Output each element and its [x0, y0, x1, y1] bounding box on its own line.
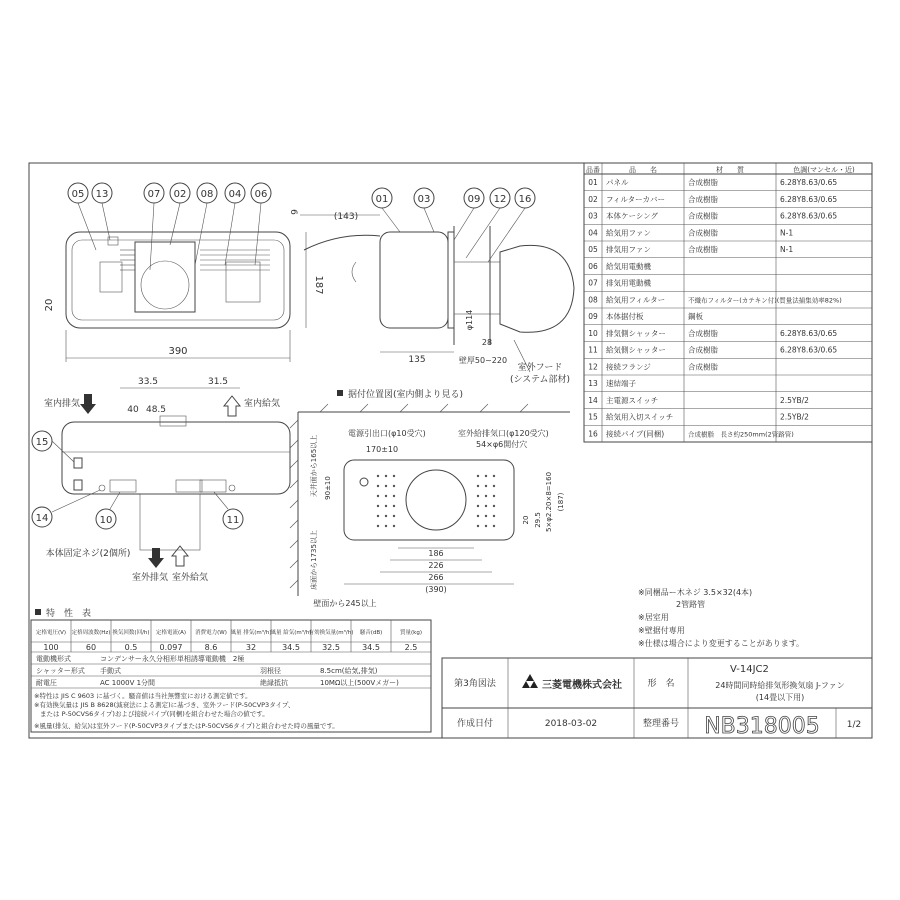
mount-dim-floor: 床面から1735以上 [310, 530, 318, 590]
front-callout-15 [32, 431, 74, 462]
side-body [380, 232, 448, 328]
note-pipe: 2管路管 [676, 600, 706, 609]
side-hood-note: (システム部材) [509, 375, 571, 385]
parts-header-no: 品番 [586, 166, 600, 174]
front-indoor-exhaust: 室内排気 [43, 399, 80, 409]
mount-plate [344, 460, 514, 540]
svg-text:14: 14 [35, 513, 49, 524]
outdoor-supply-arrow-icon [172, 546, 188, 566]
spec-title: 特 性 表 [46, 609, 92, 619]
parts-cell-3-1: 給気用ファン [606, 228, 651, 238]
indoor-exhaust-arrow-icon [80, 394, 96, 414]
spec-motor-value: コンデンサー永久分相形単相誘導電動機 2極 [100, 655, 245, 663]
front-dim-a: 33.5 [137, 377, 159, 387]
front-dim-c: 40 [127, 405, 139, 415]
svg-text:16: 16 [518, 194, 532, 205]
title-block [442, 658, 872, 739]
front-outdoor-supply: 室外給気 [171, 573, 209, 583]
spec-value-9: 2.5 [404, 643, 418, 652]
side-view [300, 188, 574, 385]
parts-cell-6-1: 排気用電動機 [606, 278, 651, 288]
parts-cell-8-2: 鋼板 [688, 312, 703, 321]
front-indoor-supply: 室内給気 [244, 399, 281, 409]
spec-header-1: 定格周波数(Hz) [71, 630, 111, 636]
side-dim-135: 135 [408, 355, 426, 365]
title-company: 三菱電機株式会社 [542, 680, 622, 691]
spec-shutter-value: 手動式 [100, 667, 121, 675]
note-change: ※仕様は場合により変更することがあります。 [638, 639, 805, 648]
spec-table [31, 607, 431, 732]
mount-dim-90: 90±10 [324, 476, 332, 500]
spec-footnote-3: または P-50CVS6タイプ)および接続パイプ(同梱)を組合わせた場合の値です。 [40, 710, 269, 718]
spec-value-7: 32.5 [322, 643, 340, 652]
svg-text:13: 13 [95, 189, 109, 200]
outdoor-exhaust-arrow-icon [148, 548, 164, 568]
spec-motor-label: 電動機形式 [36, 655, 71, 663]
spec-shutter-label: シャッター形式 [36, 667, 85, 675]
parts-cell-11-2: 合成樹脂 [688, 362, 718, 372]
parts-cell-7-0: 08 [588, 295, 598, 305]
parts-cell-0-0: 01 [588, 178, 598, 187]
svg-text:08: 08 [200, 189, 214, 200]
svg-text:02: 02 [173, 189, 187, 200]
spec-header-7: 有効換気量(m³/h) [308, 630, 354, 636]
front-callout-10 [96, 492, 120, 529]
parts-cell-13-3: 2.5YB/2 [780, 395, 809, 405]
mount-power-hole [360, 478, 368, 486]
spec-value-1: 60 [85, 643, 97, 652]
parts-cell-0-3: 6.28Y8.63/0.65 [780, 178, 838, 187]
top-dim-width: 390 [168, 346, 188, 357]
parts-cell-8-0: 09 [588, 312, 598, 321]
parts-cell-13-0: 14 [588, 395, 598, 405]
spec-value-0: 100 [43, 643, 59, 652]
spec-header-9: 質量(kg) [400, 630, 422, 636]
parts-cell-1-1: フィルターカバー [606, 194, 665, 204]
spec-header-0: 定格電圧(V) [35, 630, 67, 636]
note-screws: ※同梱品ー木ネジ 3.5×32(4本) [638, 588, 753, 597]
mount-duct-hole [406, 470, 466, 530]
mount-dim-170: 170±10 [365, 445, 399, 454]
parts-cell-8-1: 本体据付板 [606, 312, 644, 321]
parts-cell-15-0: 16 [588, 429, 598, 439]
parts-cell-4-1: 排気用ファン [606, 245, 651, 254]
front-callout-11 [214, 492, 243, 529]
title-model: V-14JC2 [730, 664, 769, 675]
parts-cell-13-1: 主電源スイッチ [606, 395, 659, 405]
parts-cell-5-0: 06 [588, 261, 598, 271]
side-hood-label: 室外フード [517, 363, 563, 373]
parts-table [584, 163, 872, 442]
parts-cell-1-2: 合成樹脂 [688, 194, 718, 204]
parts-cell-0-1: パネル [606, 178, 629, 187]
parts-cell-4-0: 05 [588, 245, 598, 254]
spec-header-2: 換気回数(回/h) [112, 630, 150, 636]
parts-cell-6-0: 07 [588, 278, 598, 288]
indoor-supply-arrow-icon [224, 396, 240, 416]
mount-dim-wall: 壁面から245以上 [313, 599, 377, 608]
note-room: ※居室用 [638, 613, 669, 622]
parts-cell-14-3: 2.5YB/2 [780, 412, 809, 422]
spec-value-3: 0.097 [159, 643, 183, 652]
title-description: 24時間同時給排気形換気扇 J-ファン [715, 681, 845, 690]
top-callout-04 [225, 183, 245, 265]
mount-dim-266: 266 [428, 573, 444, 582]
parts-header-name: 品 名 [629, 166, 657, 174]
parts-cell-9-2: 合成樹脂 [688, 328, 718, 338]
title-model-label: 形 名 [647, 679, 675, 689]
front-callout-14 [32, 490, 100, 527]
svg-text:01: 01 [375, 194, 389, 205]
title-date-label: 作成日付 [456, 719, 494, 729]
spec-insulation-value: 10MΩ以上(500Vメガー) [320, 679, 399, 687]
parts-header-color: 色調(マンセル・近) [793, 166, 855, 174]
mount-dim-160: 5×φ2.20×8=160 [545, 471, 553, 533]
side-callout-01 [372, 188, 400, 232]
parts-cell-14-0: 15 [588, 412, 598, 422]
mount-dim-390: (390) [425, 585, 447, 594]
parts-cell-1-0: 02 [588, 194, 598, 204]
parts-header-material: 材 質 [716, 166, 744, 174]
spec-insulation-label: 絶縁抵抗 [260, 679, 288, 687]
parts-cell-7-1: 給気用フィルター [606, 295, 666, 305]
mount-dim-226: 226 [428, 561, 444, 570]
parts-cell-10-3: 6.28Y8.63/0.65 [780, 345, 838, 355]
front-screw-label: 本体固定ネジ(2個所) [45, 549, 131, 559]
parts-cell-1-3: 6.28Y8.63/0.65 [780, 194, 838, 204]
title-number: NB318005 [704, 714, 820, 739]
parts-cell-9-3: 6.28Y8.63/0.65 [780, 328, 838, 338]
spec-footnote-4: ※風量(排気、給気)は室外フード(P-50CVP3タイプまたはP-50CVS6タイプ)と組合わせた時の風量です。 [34, 722, 339, 730]
top-dim-right-top: 6 [288, 209, 298, 215]
spec-header-8: 騒音(dB) [359, 630, 383, 636]
title-number-label: 整理番号 [642, 719, 680, 729]
parts-cell-4-3: N-1 [780, 245, 794, 254]
svg-text:03: 03 [417, 194, 431, 205]
spec-footnote-2: ※有効換気量は JIS B 8628(減衰法による測定)に基づき、室外フード(P-50CVP3タイプ、 [34, 701, 295, 709]
top-dim-height: 187 [313, 275, 324, 295]
parts-cell-15-2: 合成樹脂 長さ約250mm(2管路管) [688, 430, 794, 439]
parts-cell-10-1: 給気側シャッター [606, 345, 666, 355]
notes [638, 587, 804, 648]
parts-cell-10-2: 合成樹脂 [688, 345, 718, 355]
front-view [32, 377, 290, 583]
parts-cell-3-0: 04 [588, 228, 598, 238]
spec-voltage-value: AC 1000V 1分間 [100, 679, 156, 687]
top-callout-02 [170, 183, 190, 245]
spec-voltage-label: 耐電圧 [36, 679, 57, 687]
mount-dim-186: 186 [428, 549, 444, 558]
side-dim-143: (143) [333, 212, 359, 222]
parts-cell-11-1: 接続フランジ [606, 362, 651, 372]
side-dim-28: 28 [481, 338, 493, 347]
parts-cell-2-0: 03 [588, 211, 598, 221]
parts-cell-12-1: 速結端子 [606, 379, 636, 388]
front-dim-b: 31.5 [207, 377, 229, 387]
top-callout-08 [195, 183, 217, 265]
top-dim-left: 20 [44, 298, 55, 312]
spec-header-4: 消費電力(W) [195, 630, 227, 636]
spec-value-8: 34.5 [362, 643, 380, 652]
mount-slots-label: 54×φ6開付穴 [476, 440, 528, 449]
top-body-outline [66, 232, 290, 328]
mount-duct-hole-label: 室外給排気口(φ120受穴) [458, 429, 549, 438]
title-projection: 第3角図法 [454, 679, 496, 689]
mount-dim-ceiling: 天井面から165以上 [310, 434, 318, 498]
svg-text:06: 06 [254, 189, 268, 200]
svg-text:07: 07 [147, 189, 161, 200]
spec-header-6: 風量 給気(m³/h) [270, 630, 312, 636]
parts-cell-14-1: 給気用入切スイッチ [606, 412, 674, 422]
spec-value-6: 34.5 [282, 643, 300, 652]
mount-title: 据付位置図(室内側より見る) [348, 390, 464, 400]
parts-cell-15-1: 接続パイプ(同梱) [606, 429, 665, 439]
top-view [44, 183, 324, 362]
spec-reach-label: 羽根径 [260, 667, 281, 675]
parts-cell-3-3: N-1 [780, 228, 794, 238]
parts-cell-11-0: 12 [588, 362, 598, 372]
svg-text:10: 10 [99, 515, 113, 526]
mount-dim-20: 20 [522, 515, 530, 525]
svg-text:09: 09 [467, 194, 481, 205]
mount-dim-295: 29.5 [534, 512, 542, 528]
parts-cell-9-0: 10 [588, 328, 598, 338]
spec-value-4: 8.6 [204, 643, 218, 652]
front-dim-d: 48.5 [145, 405, 167, 415]
side-dim-wall: 壁厚50~220 [458, 356, 508, 365]
parts-cell-3-2: 合成樹脂 [688, 228, 718, 238]
title-date: 2018-03-02 [544, 719, 598, 729]
parts-cell-10-0: 11 [588, 345, 598, 355]
parts-cell-9-1: 排気側シャッター [606, 328, 666, 338]
svg-text:15: 15 [35, 437, 49, 448]
parts-cell-0-2: 合成樹脂 [688, 178, 718, 187]
mount-dim-187: (187) [557, 492, 565, 512]
parts-cell-2-2: 合成樹脂 [688, 211, 718, 221]
parts-cell-7-2: 不織布フィルター(カテキン付)(質量法捕集効率82%) [688, 296, 842, 305]
svg-text:11: 11 [226, 515, 240, 526]
parts-cell-5-1: 給気用電動機 [606, 261, 651, 271]
spec-value-2: 0.5 [124, 643, 138, 652]
side-callout-03 [414, 188, 434, 232]
spec-footnote-1: ※特性は JIS C 9603 に基づく。騒音値は当社無響室における測定値です。 [34, 692, 252, 700]
parts-cell-2-1: 本体ケーシング [606, 211, 659, 221]
svg-text:12: 12 [493, 194, 507, 205]
parts-cell-12-0: 13 [588, 379, 598, 388]
side-hood [500, 245, 574, 332]
spec-value-5: 32 [245, 643, 257, 652]
mitsubishi-logo-icon [522, 674, 538, 688]
front-outdoor-exhaust: 室外排気 [131, 573, 169, 583]
title-page: 1/2 [846, 720, 862, 730]
title-sub-description: (14畳以下用) [755, 693, 805, 702]
svg-text:05: 05 [71, 189, 85, 200]
side-dim-pipe: φ114 [465, 309, 474, 331]
top-callout-13 [92, 183, 112, 240]
top-callout-07 [144, 183, 164, 270]
parts-cell-4-2: 合成樹脂 [688, 245, 718, 254]
note-wall: ※壁据付専用 [638, 626, 685, 635]
mount-view [290, 388, 570, 608]
spec-header-5: 風量 排気(m³/h) [230, 630, 272, 636]
parts-cell-2-3: 6.28Y8.63/0.65 [780, 211, 838, 221]
svg-text:04: 04 [228, 189, 242, 200]
mount-power-hole-label: 電源引出口(φ10受穴) [348, 429, 426, 438]
top-callout-06 [251, 183, 271, 265]
side-callout-09 [454, 188, 484, 240]
spec-header-3: 定格電流(A) [155, 630, 187, 636]
spec-reach-value: 8.5cm(給気,排気) [320, 667, 378, 675]
